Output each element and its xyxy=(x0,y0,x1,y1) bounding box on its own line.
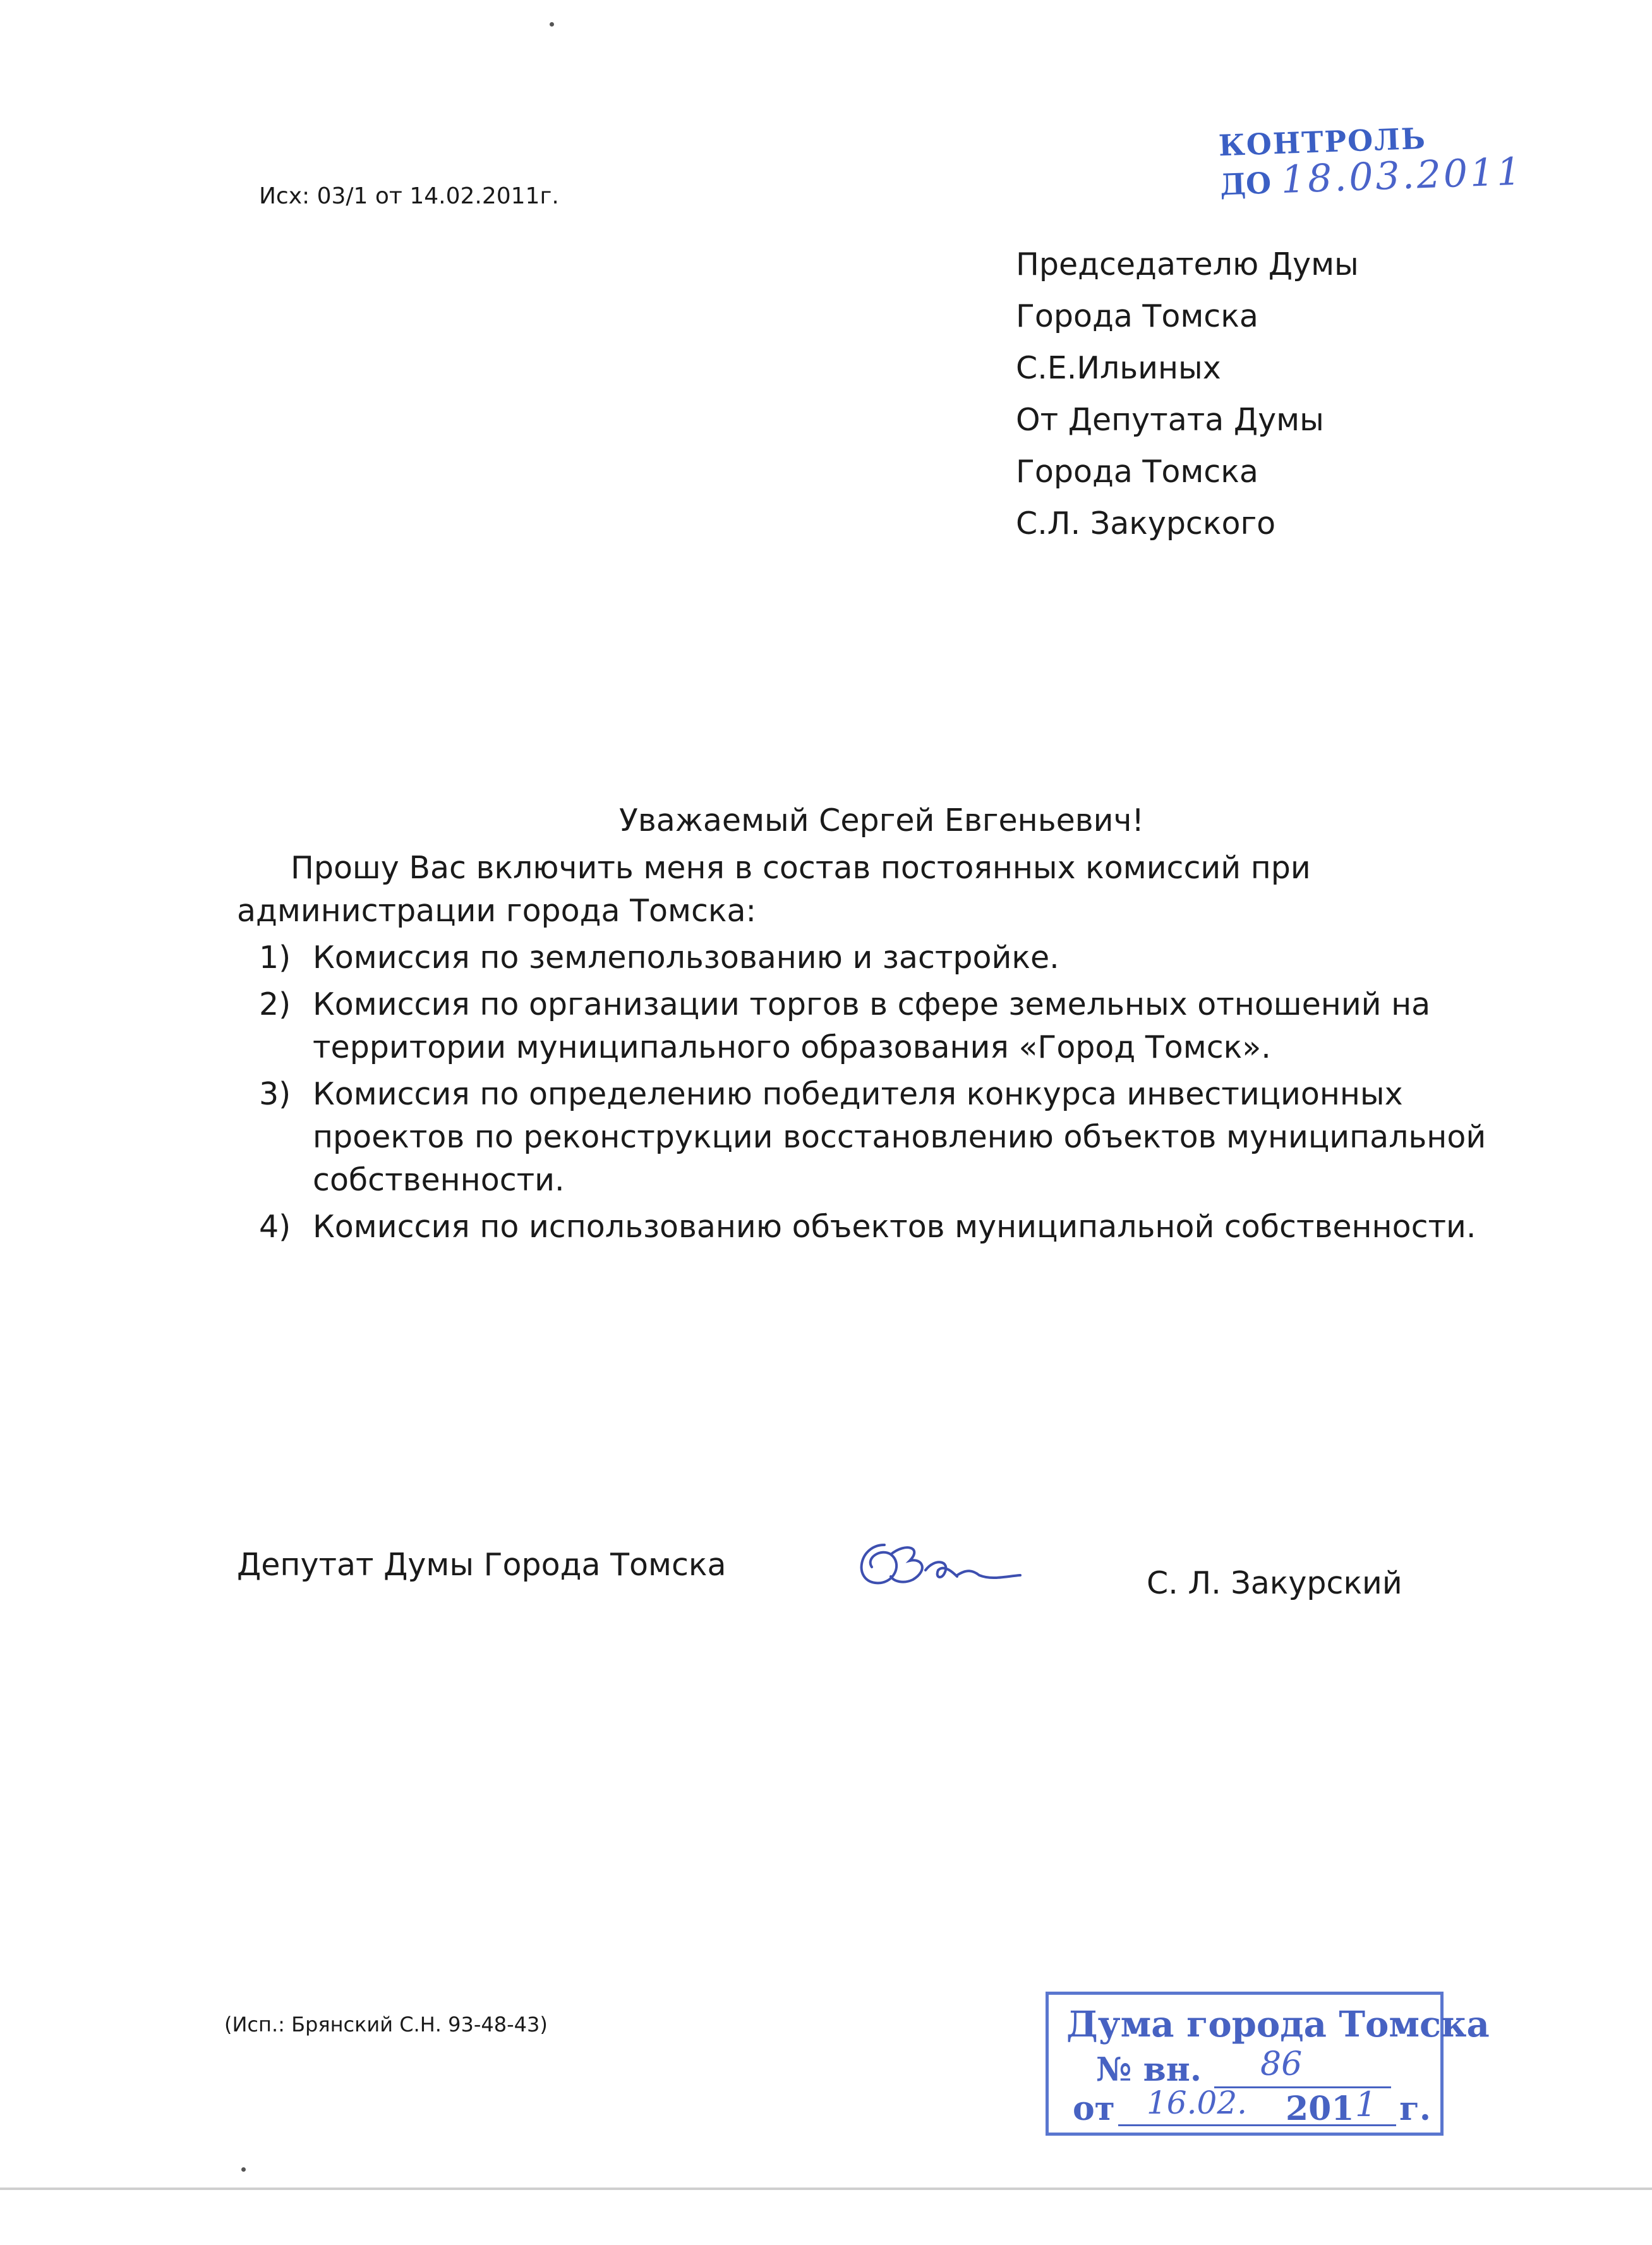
registration-stamp xyxy=(1046,1992,1490,2136)
list-item-number: 3) xyxy=(259,1076,291,1112)
registration-number-value: 86 xyxy=(1260,2045,1303,2083)
signature-mark xyxy=(847,1520,1055,1602)
registration-number-label: № вн. xyxy=(1096,2050,1202,2089)
addressee-block xyxy=(1016,239,1359,550)
registration-year-unit: г. xyxy=(1399,2090,1431,2128)
addressee-line: С.Л. Закурского xyxy=(1016,505,1276,542)
list-item-text: Комиссия по организации торгов в сфере земельных отношений на территории муниципального образования «Город Томск». xyxy=(313,986,1431,1065)
list-item xyxy=(237,1206,1500,1249)
addressee-line: Председателю Думы xyxy=(1016,246,1359,282)
letter-body xyxy=(237,847,1500,1252)
outgoing-reference: Исх: 03/1 от 14.02.2011г. xyxy=(259,183,559,209)
list-item-text: Комиссия по определению победителя конкурса инвестиционных проектов по реконструкции восстановлению объектов муниципальной собственности. xyxy=(313,1076,1486,1198)
control-stamp-due-date: 18.03.2011 xyxy=(1280,149,1524,202)
list-item xyxy=(237,1073,1500,1202)
list-item-text: Комиссия по использованию объектов муниципальной собственности. xyxy=(313,1209,1476,1245)
scan-edge-line xyxy=(0,2188,1652,2190)
registration-year-prefix: 201 xyxy=(1286,2090,1354,2128)
list-item-number: 2) xyxy=(259,986,291,1022)
addressee-line: С.Е.Ильиных xyxy=(1016,350,1221,386)
list-item xyxy=(237,936,1500,979)
addressee-line: От Депутата Думы xyxy=(1016,402,1324,438)
registration-date-value: 16.02. xyxy=(1147,2085,1248,2121)
signatory-name: С. Л. Закурский xyxy=(1147,1565,1402,1601)
addressee-line: Города Томска xyxy=(1016,454,1258,490)
commission-list xyxy=(237,936,1500,1249)
list-item-text: Комиссия по землепользованию и застройке. xyxy=(313,940,1059,976)
list-item-number: 4) xyxy=(259,1209,291,1245)
list-item-number: 1) xyxy=(259,940,291,976)
executor-note: (Исп.: Брянский С.Н. 93-48-43) xyxy=(224,2012,548,2036)
handwritten-signature xyxy=(847,1520,1055,1604)
control-stamp-prefix: ДО xyxy=(1219,166,1272,202)
addressee-line: Города Томска xyxy=(1016,298,1258,334)
salutation: Уважаемый Сергей Евгеньевич! xyxy=(619,802,1145,838)
scan-speck xyxy=(550,22,554,27)
registration-stamp-title: Дума города Томска xyxy=(1066,2004,1490,2045)
control-stamp-label: КОНТРОЛЬ xyxy=(1218,121,1427,163)
registration-year-suffix: 1 xyxy=(1355,2085,1377,2124)
letter-intro: Прошу Вас включить меня в состав постоянных комиссий при администрации города Томска: xyxy=(237,850,1311,929)
list-item xyxy=(237,983,1500,1069)
registration-date-line xyxy=(1118,2124,1396,2126)
scan-speck xyxy=(241,2167,246,2172)
registration-date-label: от xyxy=(1073,2090,1115,2128)
control-stamp xyxy=(1218,118,1524,205)
signatory-title: Депутат Думы Города Томска xyxy=(237,1547,727,1583)
